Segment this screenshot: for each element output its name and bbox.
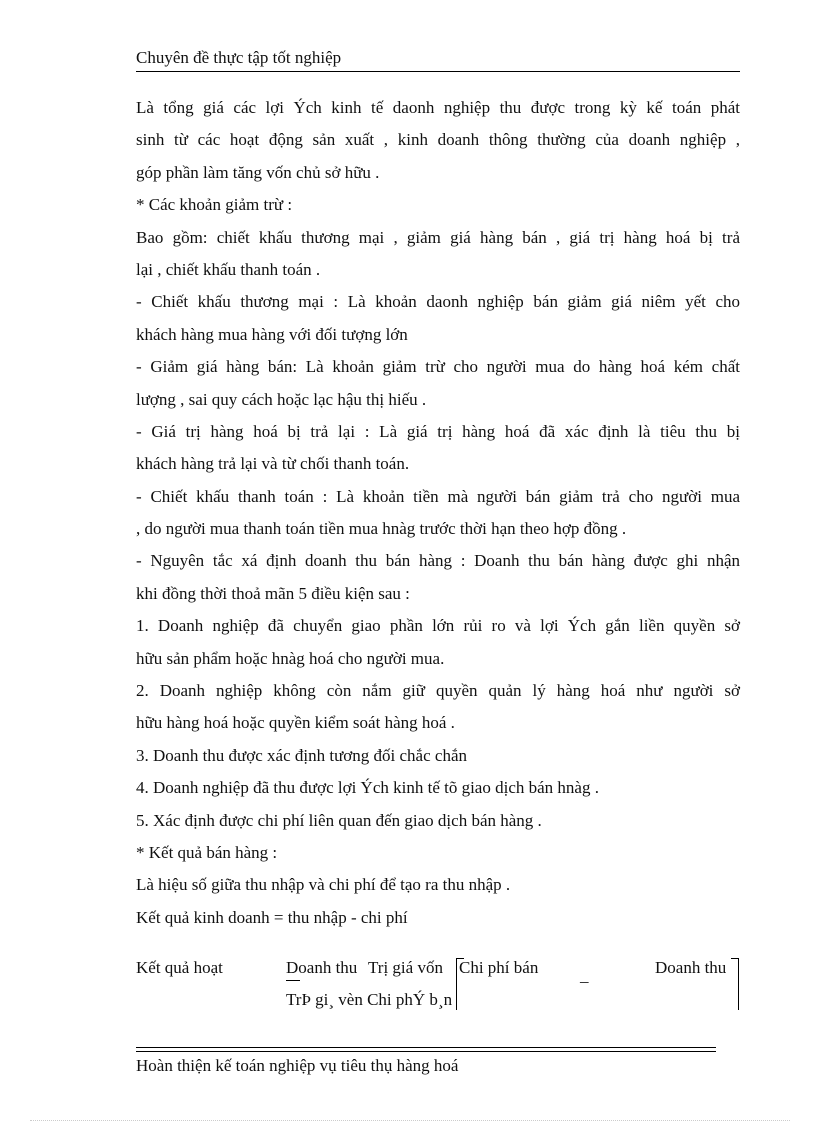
body-line: Kết quả kinh doanh = thu nhập - chi phí <box>136 907 408 927</box>
body-line: khách hàng mua hàng với đối tượng lớn <box>136 324 408 344</box>
body-line: khách hàng trả lại và từ chối thanh toán. <box>136 454 410 474</box>
body-line: góp phần làm tăng vốn chủ sở hữu . <box>136 162 380 182</box>
formula-block <box>136 956 742 1012</box>
formula-bottom-text: TrÞ gi¸ vèn Chi phÝ b¸n <box>286 990 453 1009</box>
footer-title: Hoàn thiện kế toán nghiệp vụ tiêu thụ hàng hoá <box>136 1056 459 1075</box>
body-line: Bao gồm: chiết khấu thương mại , giảm giá hàng bán , giá trị hàng hoá bị trả <box>136 227 740 247</box>
page-header <box>136 46 740 72</box>
page-footer <box>136 1054 458 1078</box>
formula-term-cost: Trị giá vốn <box>368 958 443 977</box>
body-line: - Giá trị hàng hoá bị trả lại : Là giá trị hàng hoá đã xác định là tiêu thu bị <box>136 421 740 441</box>
formula-right-label: Doanh thu <box>655 958 727 977</box>
formula-underline <box>286 980 300 981</box>
formula-term-revenue: Doanh thu <box>286 958 358 977</box>
body-line: - Nguyên tắc xá định doanh thu bán hàng : Doanh thu bán hàng được ghi nhận <box>136 551 740 571</box>
body-line: lượng , sai quy cách hoặc lạc hậu thị hiếu . <box>136 389 427 409</box>
footer-rule <box>136 1047 716 1048</box>
body-line: hữu hàng hoá hoặc quyền kiểm soát hàng hoá . <box>136 713 455 733</box>
body-line: 5. Xác định được chi phí liên quan đến giao dịch bán hàng . <box>136 810 542 830</box>
body-line: hữu sản phẩm hoặc hnàg hoá cho người mua. <box>136 648 445 668</box>
body-line: khi đồng thời thoả mãn 5 điều kiện sau : <box>136 583 410 603</box>
body-line: - Chiết khấu thương mại : Là khoản daonh nghiệp bán giảm giá niêm yết cho <box>136 292 740 312</box>
body-line: * Kết quả bán hàng : <box>136 842 278 862</box>
body-line: Là hiệu số giữa thu nhập và chi phí để tạo ra thu nhập . <box>136 875 511 895</box>
formula-minus: _ <box>580 966 589 985</box>
formula-bracket-right-top <box>731 958 738 959</box>
body-line: * Các khoản giảm trừ : <box>136 195 293 215</box>
formula-left-label: Kết quả hoạt <box>136 958 223 977</box>
body-line: Là tổng giá các lợi Ých kinh tế daonh nghiệp thu được trong kỳ kế toán phát <box>136 98 740 117</box>
body-line: 3. Doanh thu được xác định tương đối chắc chắn <box>136 745 467 765</box>
body-line: - Giảm giá hàng bán: Là khoản giảm trừ cho người mua do hàng hoá kém chất <box>136 357 740 377</box>
body-line: sinh từ các hoạt động sản xuất , kinh doanh thông thường của doanh nghiệp , <box>136 130 740 150</box>
body-line: , do người mua thanh toán tiền mua hnàg trước thời hạn theo hợp đồng . <box>136 519 627 539</box>
body-line: 1. Doanh nghiệp đã chuyển giao phần lớn rủi ro và lợi Ých gắn liền quyền sở <box>136 616 740 636</box>
page-edge-divider <box>30 1120 790 1121</box>
footer-rule <box>136 1051 716 1052</box>
body-line: 2. Doanh nghiệp không còn nắm giữ quyền quản lý hàng hoá như người sở <box>136 681 740 701</box>
formula-bracket-right <box>738 958 739 1010</box>
body-line: lại , chiết khấu thanh toán . <box>136 259 321 279</box>
body-line: 4. Doanh nghiệp đã thu được lợi Ých kinh tế tõ giao dịch bán hnàg . <box>136 778 599 798</box>
header-title: Chuyên đề thực tập tốt nghiệp <box>136 48 342 67</box>
formula-term-selling-cost: Chi phí bán <box>459 958 539 977</box>
formula-bracket-left <box>456 958 457 1010</box>
body-line: - Chiết khấu thanh toán : Là khoản tiền mà người bán giảm trả cho người mua <box>136 486 740 506</box>
document-body <box>136 92 740 934</box>
